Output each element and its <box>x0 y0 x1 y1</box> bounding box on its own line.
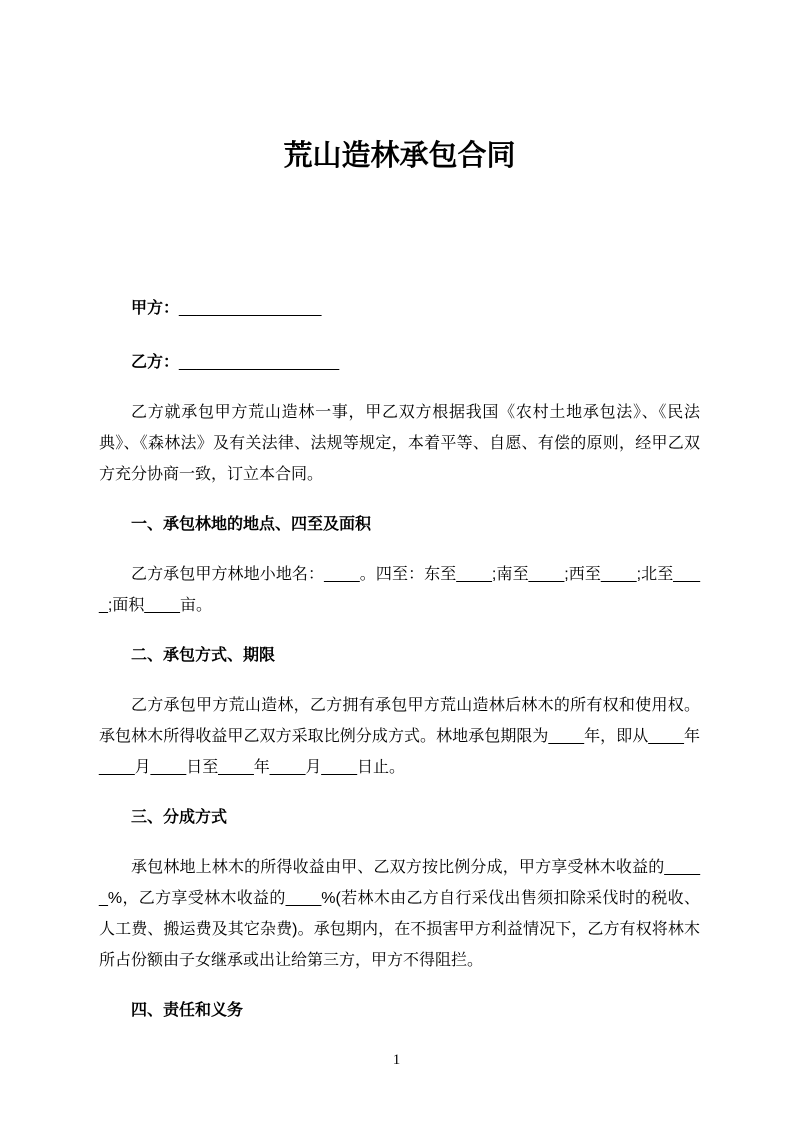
document-content <box>99 0 700 1026</box>
section-2-body: 乙方承包甲方荒山造林，乙方拥有承包甲方荒山造林后林木的所有权和使用权。承包林木所得收益甲乙双方采取比例分成方式。林地承包期限为____年，即从____年____月____日至____年____月____日止。 <box>99 697 700 776</box>
section-4-heading: 四、责任和义务 <box>131 1002 244 1019</box>
section-3-heading: 三、分成方式 <box>131 809 228 826</box>
section-2-heading: 二、承包方式、期限 <box>131 647 276 664</box>
page-number: 1 <box>392 1052 401 1068</box>
section-1-heading: 一、承包林地的地点、四至及面积 <box>131 516 372 533</box>
party-a-blank: ________________ <box>179 300 322 317</box>
party-b-line <box>99 347 700 378</box>
party-a-line <box>99 293 700 324</box>
party-b-label: 乙方： <box>131 354 180 371</box>
party-b-blank: __________________ <box>179 354 340 371</box>
section-3-body: 承包林地上林木的所得收益由甲、乙双方按比例分成，甲方享受林木收益的_____%，乙方享受林木收益的____%(若林木由乙方自行采伐出售须扣除采伐时的税收、人工费、搬运费及其它杂费)。承包期内，在不损害甲方利益情况下，乙方有权将林木所占份额由子女继承或出让给第三方，甲方不得阻拦。 <box>99 859 700 969</box>
document-title: 荒山造林承包合同 <box>283 140 516 172</box>
preamble-paragraph: 乙方就承包甲方荒山造林一事，甲乙双方根据我国《农村土地承包法》、《民法典》、《森林法》及有关法律、法规等规定，本着平等、自愿、有偿的原则，经甲乙双方充分协商一致，订立本合同。 <box>99 404 700 483</box>
party-a-label: 甲方： <box>131 300 180 317</box>
section-1-body: 乙方承包甲方林地小地名：____。四至：东至____;南至____;西至____;北至____;面积____亩。 <box>99 566 700 614</box>
